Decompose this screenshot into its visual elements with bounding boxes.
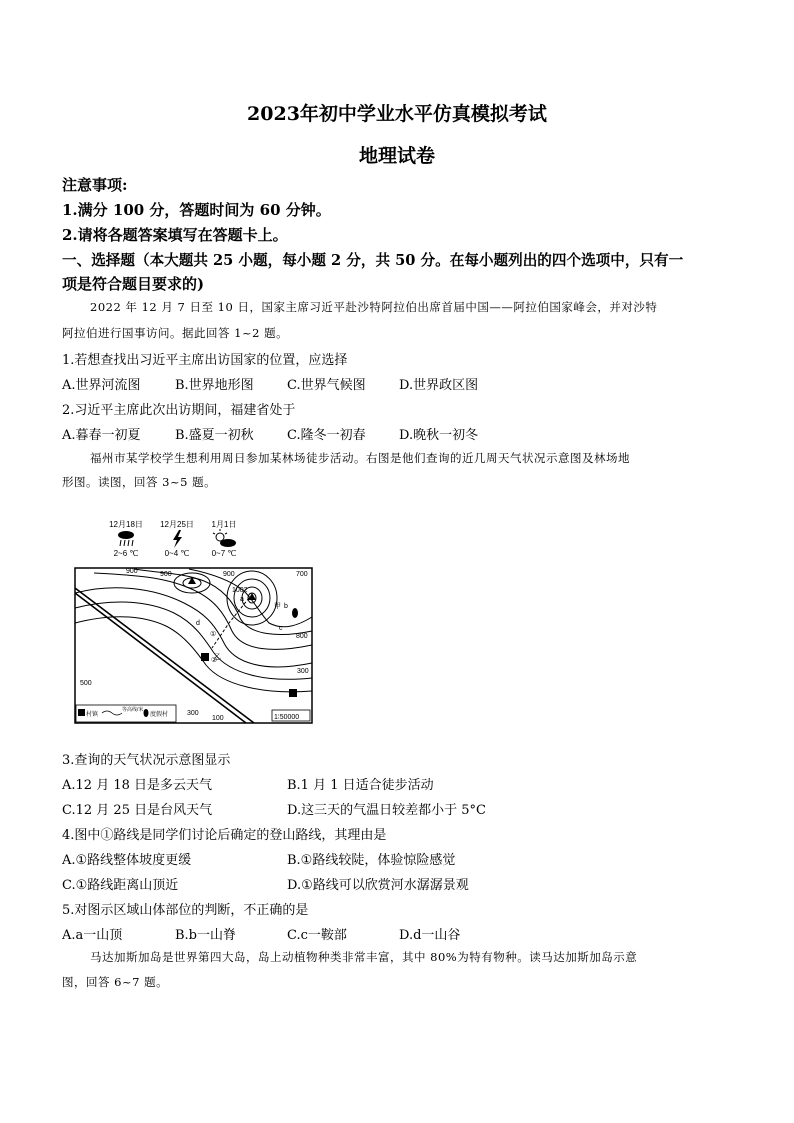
contour-label: b — [284, 603, 288, 610]
contour-label: 800 — [296, 633, 308, 640]
contour-label: ② — [211, 657, 218, 664]
map-scale: 1∶50000 — [274, 714, 300, 721]
option: D.晚秋一初冬 — [399, 428, 479, 443]
option: B.盛夏一初秋 — [175, 428, 254, 443]
rain-cloud-icon — [118, 531, 134, 546]
section-heading-cont: 项是符合题目要求的) — [62, 275, 205, 293]
weather-date: 1月1日 — [211, 520, 237, 529]
exam-subtitle: 地理试卷 — [358, 145, 435, 167]
option: B.1 月 1 日适合徒步活动 — [287, 778, 434, 793]
contour-label: d — [196, 620, 200, 627]
option: A.a一山顶 — [62, 928, 123, 943]
question-stem: 5.对图示区域山体部位的判断，不正确的是 — [62, 903, 309, 918]
legend-contour: 等高线/米 — [122, 707, 144, 713]
weather-temp: 0~4 ℃ — [164, 549, 190, 558]
option: D.世界政区图 — [399, 378, 479, 393]
option: A.12 月 18 日是多云天气 — [62, 778, 213, 793]
option: C.世界气候图 — [287, 378, 366, 393]
map-legend — [76, 705, 176, 722]
contour-label: 900 — [223, 571, 235, 578]
passage-text: 福州市某学校学生想利用周日参加某林场徒步活动。右图是他们查询的近几周天气状况示意图及林场地 — [90, 451, 630, 465]
contour-label: 500 — [80, 680, 92, 687]
notice-item: 2.请将各题答案填写在答题卡上。 — [62, 226, 288, 244]
contour-label: 100 — [212, 715, 224, 722]
village-icon — [201, 653, 209, 661]
weather-date: 12月25日 — [160, 520, 194, 529]
passage-text: 形图。读图，回答 3~5 题。 — [62, 475, 217, 489]
contour-label: ① — [210, 631, 217, 638]
passage-text: 阿拉伯进行国事访问。据此回答 1~2 题。 — [62, 326, 289, 340]
option: A.世界河流图 — [62, 378, 141, 393]
option: C.①路线距离山顶近 — [62, 878, 179, 893]
option: C.c一鞍部 — [287, 928, 347, 943]
option: A.暮春一初夏 — [62, 428, 141, 443]
option: B.①路线较陡，体验惊险感觉 — [287, 853, 456, 868]
village-icon — [289, 689, 297, 697]
contour-label: 300 — [187, 710, 199, 717]
contour-label: c — [279, 625, 283, 632]
notice-heading: 注意事项: — [62, 176, 128, 194]
option: C.隆冬一初春 — [287, 428, 366, 443]
option: A.①路线整体坡度更缓 — [62, 853, 192, 868]
question-stem: 4.图中①路线是同学们讨论后确定的登山路线，其理由是 — [62, 828, 387, 843]
weather-date: 12月18日 — [109, 520, 143, 529]
contour-label: 乙 — [214, 654, 221, 661]
option: D.d一山谷 — [399, 928, 461, 943]
passage-text: 马达加斯加岛是世界第四大岛，岛上动植物种类非常丰富，其中 80%为特有物种。读马达加斯加岛示意 — [90, 950, 638, 964]
contour-label: a — [240, 596, 244, 603]
passage-text: 2022 年 12 月 7 日至 10 日，国家主席习近平赴沙特阿拉伯出席首届中国——阿拉伯国家峰会，并对沙特 — [90, 300, 658, 314]
exam-title: 2023年初中学业水平仿真模拟考试 — [247, 103, 547, 125]
notice-item: 1.满分 100 分，答题时间为 60 分钟。 — [62, 201, 331, 219]
resort-icon — [292, 608, 298, 618]
legend-village: 村镇 — [86, 712, 99, 718]
contour-label: 900 — [126, 568, 138, 575]
contour-label: 700 — [296, 571, 308, 578]
option: D.这三天的气温日较差都小于 5°C — [287, 803, 486, 818]
lightning-icon — [173, 530, 182, 548]
section-heading: 一、选择题（本大题共 25 小题，每小题 2 分，共 50 分。在每小题列出的四个选项中，只有一 — [62, 252, 684, 269]
option: B.世界地形图 — [175, 378, 254, 393]
option: D.①路线可以欣赏河水潺潺景观 — [287, 878, 469, 893]
passage-text: 图，回答 6~7 题。 — [62, 975, 169, 989]
legend-resort: 度假村 — [150, 712, 169, 718]
weather-and-contour-figure — [74, 513, 314, 725]
contour-label: 300 — [297, 668, 309, 675]
question-stem: 1.若想查找出习近平主席出访国家的位置，应选择 — [62, 353, 348, 368]
sun-cloud-icon — [213, 529, 236, 547]
contour-label: 1002 — [232, 587, 248, 594]
weather-row — [109, 520, 236, 558]
option: B.b一山脊 — [175, 928, 237, 943]
option: C.12 月 25 日是台风天气 — [62, 803, 213, 818]
contour-label: 甲 — [274, 603, 281, 610]
question-stem: 2.习近平主席此次出访期间，福建省处于 — [62, 403, 296, 418]
weather-temp: 0~7 ℃ — [211, 549, 237, 558]
weather-temp: 2~6 ℃ — [113, 549, 139, 558]
question-stem: 3.查询的天气状况示意图显示 — [62, 753, 231, 768]
contour-label: 900 — [160, 571, 172, 578]
